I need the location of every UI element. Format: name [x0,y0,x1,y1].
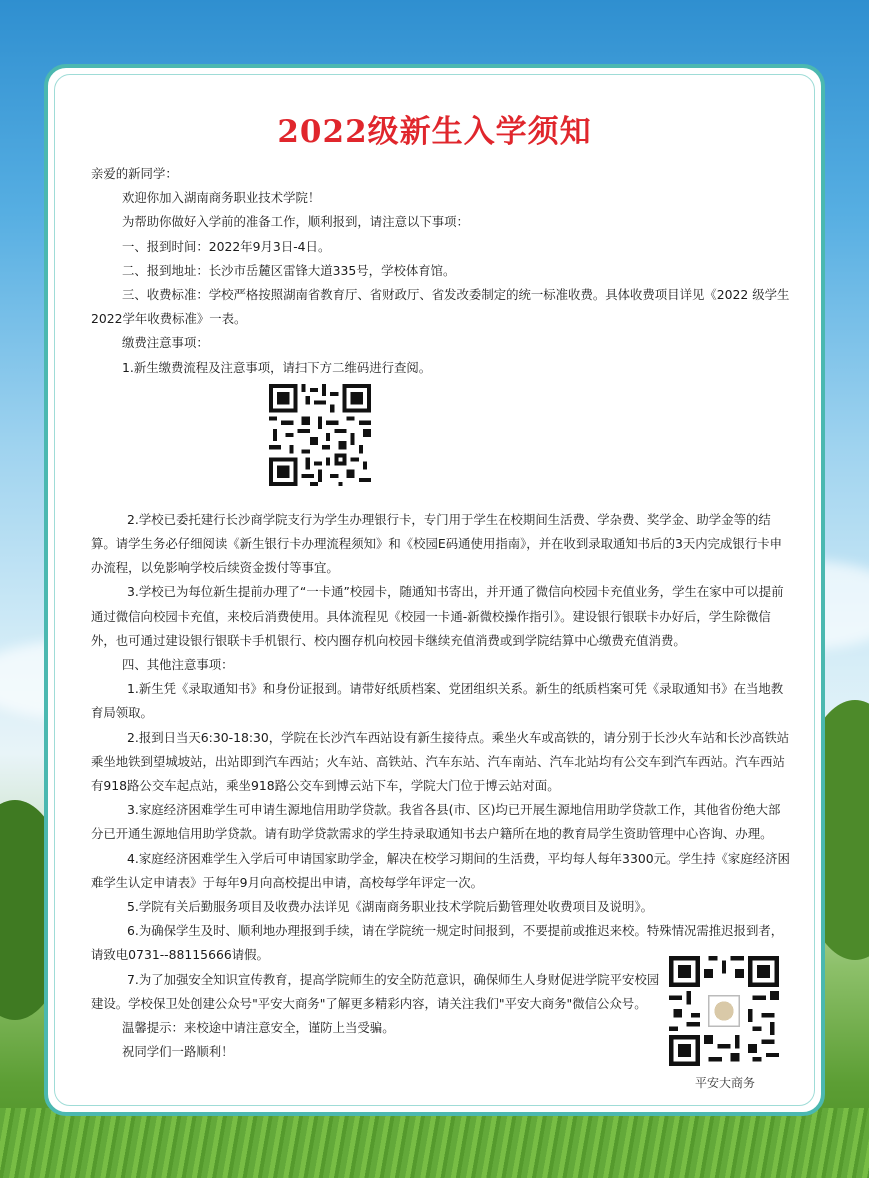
page-title: 2022级新生入学须知 [277,114,592,150]
grass [0,1108,869,1178]
fee-item: 3.学校已为每位新生提前办理了“一卡通”校园卡，随通知书寄出，并开通了微信向校园卡充值业务，学生在家中可以提前通过微信向校园卡充值，来校后消费使用。具体流程见《校园一卡通-新微校操作指引》。建设银行银联卡办好后，学生除微信外，也可通过建设银行银联卡手机银行、校内圈存机向校园卡继续充值消费或到学院结算中心缴费充值消费。 [91,584,784,648]
other-item: 6.为确保学生及时、顺利地办理报到手续，请在学院统一规定时间报到，不要提前或推迟来校。特殊情况需推迟报到者，请致电0731--88115666请假。 [91,923,784,963]
item-address: 二、报到地址：长沙市岳麓区雷锋大道335号，学校体育馆。 [122,262,456,278]
other-item: 1.新生凭《录取通知书》和身份证报到。请带好纸质档案、党团组织关系。新生的纸质档案可凭《录取通知书》在当地教育局领取。 [91,681,784,721]
payment-qr-code[interactable] [269,384,371,486]
fee-item: 2.学校已委托建行长沙商学院支行为学生办理银行卡，专门用于学生在校期间生活费、学杂费、奖学金、助学金等的结算。请学生务必仔细阅读《新生银行卡办理流程须知》和《校园E码通使用指南》，并在收到录取通知书后的3天内完成银行卡申办流程，以免影响学校后续资金拨付等事宜。 [91,511,782,576]
other-item: 5.学院有关后勤服务项目及收费办法详见《湖南商务职业技术学院后勤管理处收费项目及说明》。 [127,899,654,915]
greeting: 亲爱的新同学： [91,166,178,181]
other-heading: 四、其他注意事项： [122,657,234,673]
fee-heading: 缴费注意事项： [122,335,209,351]
welcome-line: 欢迎你加入湖南商务职业技术学院！ [122,190,321,206]
other-item: 3.家庭经济困难学生可申请生源地信用助学贷款。我省各县(市、区)均已开展生源地信用助学贷款工作，其他省份绝大部分已开通生源地信用助学贷款。请有助学贷款需求的学生持录取通知书去户籍所在地的教育局学生资助管理中心咨询、办理。 [91,802,781,842]
wechat-qr-code[interactable] [669,956,779,1066]
notice-body [91,162,791,1065]
other-item: 2.报到日当天6:30-18:30，学院在长沙汽车西站设有新生接待点。乘坐火车或高铁的，请分别于长沙火车站和长沙高铁站乘坐地铁到望城坡站，出站即到汽车西站；火车站、高铁站、汽车东站、汽车南站、汽车北站均有公交车到汽车西站。汽车西站有918路公交车起点站，乘坐918路公交车到博云站下车，学院大门位于博云站对面。 [91,729,790,794]
closing-line: 祝同学们一路顺利！ [122,1044,234,1060]
intro-line: 为帮助你做好入学前的准备工作，顺利报到，请注意以下事项： [122,214,469,230]
wechat-qr-block [669,956,781,1091]
qr-caption: 平安大商务 [694,1076,755,1090]
fee-item: 1.新生缴费流程及注意事项，请扫下方二维码进行查阅。 [122,359,432,375]
notice-card [44,64,825,1116]
item-time: 一、报到时间：2022年9月3日-4日。 [122,238,331,254]
other-item: 7.为了加强安全知识宣传教育，提高学院师生的安全防范意识，确保师生人身财促进学院平安校园建设。学校保卫处创建公众号"平安大商务"了解更多精彩内容，请关注我们"平安大商务"微信公众号。 [91,971,660,1011]
item-fees: 三、收费标准：学校严格按照湖南省教育厅、省财政厅、省发改委制定的统一标准收费。具体收费项目详见《2022 级学生2022学年收费标准》一表。 [91,287,790,327]
warm-tip: 温馨提示：来校途中请注意安全，谨防上当受骗。 [122,1020,395,1036]
other-item: 4.家庭经济困难学生入学后可申请国家助学金，解决在校学习期间的生活费，平均每人每年3300元。学生持《家庭经济困难学生认定申请表》于每年9月向高校提出申请，高校每学年评定一次。 [91,850,790,890]
